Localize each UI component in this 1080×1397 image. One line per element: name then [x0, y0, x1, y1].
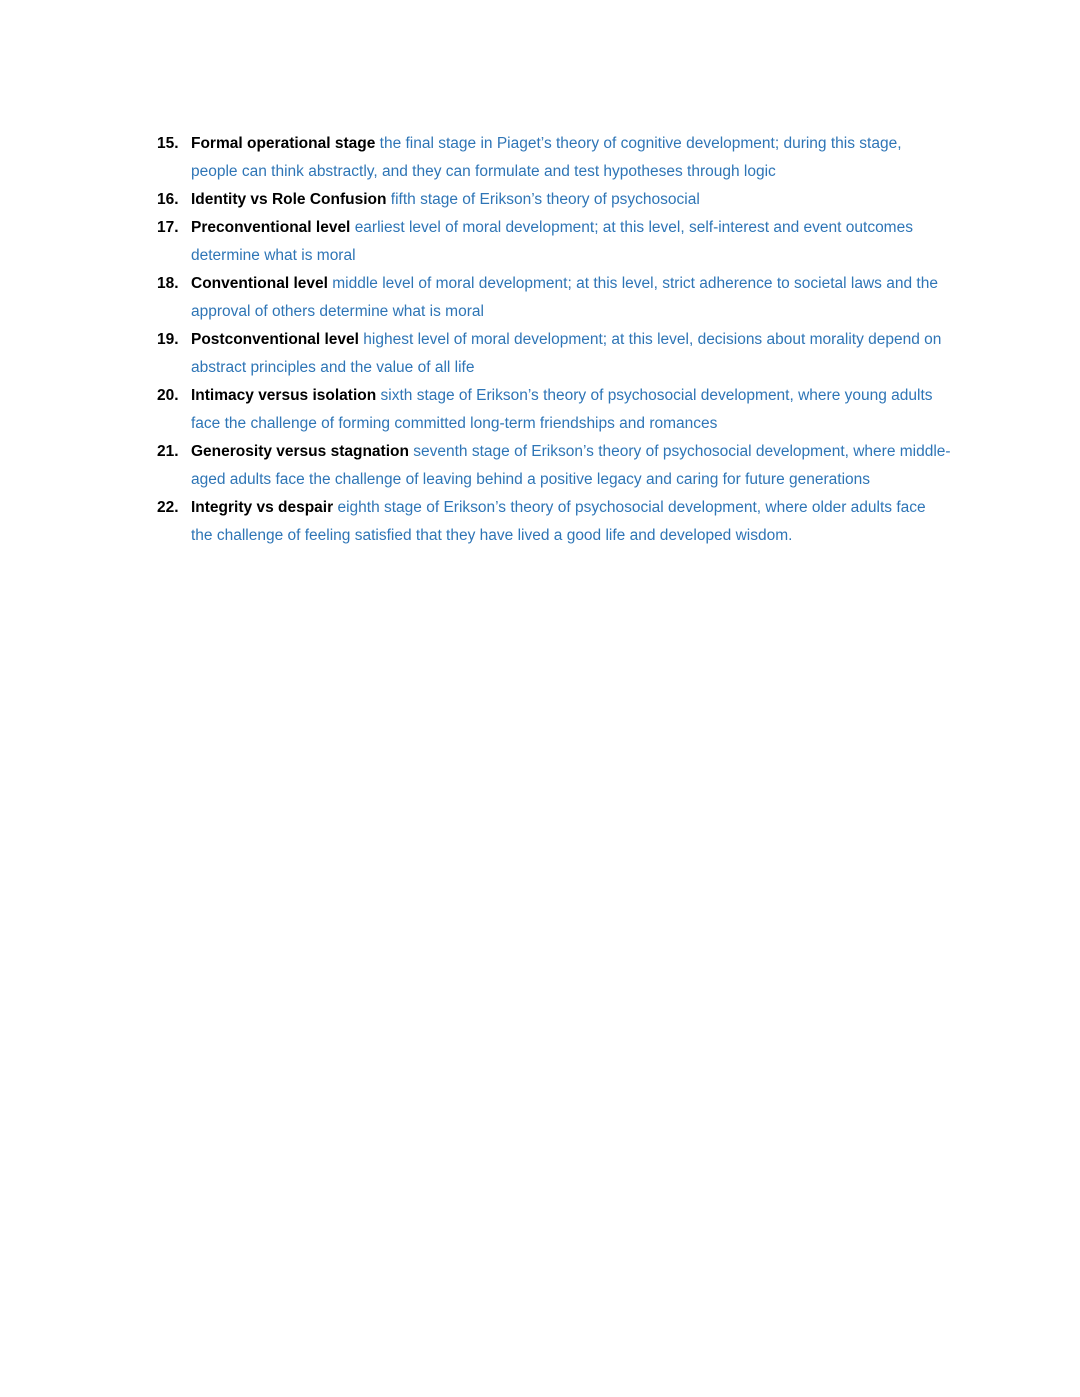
list-item — [157, 438, 957, 494]
definition-text: middle level of moral development; at this level, strict adherence to societal laws and the approval of others determine what is moral — [191, 275, 938, 320]
list-item — [157, 270, 957, 326]
definition-text: fifth stage of Erikson’s theory of psychosocial — [390, 191, 700, 208]
definition-text: sixth stage of Erikson’s theory of psychosocial development, where young adults face the challenge of forming committed long-term friendships and romances — [191, 387, 933, 432]
definition-text: the final stage in Piaget’s theory of cognitive development; during this stage, people can think abstractly, and they can formulate and test hypotheses through logic — [191, 135, 902, 180]
list-item-number: 15. — [157, 135, 179, 152]
term-text: Preconventional level — [191, 219, 351, 236]
term-text: Generosity versus stagnation — [191, 443, 409, 460]
numbered-list — [157, 130, 957, 550]
list-item-content — [191, 270, 951, 326]
list-item-number: 20. — [157, 387, 179, 404]
list-item — [157, 186, 957, 214]
list-item-number: 17. — [157, 219, 179, 236]
list-item-content — [191, 326, 951, 382]
definition-text: highest level of moral development; at this level, decisions about morality depend on abstract principles and the value of all life — [191, 331, 942, 376]
list-item — [157, 130, 957, 186]
definition-text: earliest level of moral development; at this level, self-interest and event outcomes determine what is moral — [191, 219, 913, 264]
list-item — [157, 326, 957, 382]
term-text: Integrity vs despair — [191, 499, 334, 516]
list-item-number: 19. — [157, 331, 179, 348]
list-item — [157, 214, 957, 270]
term-text: Postconventional level — [191, 331, 359, 348]
list-item-content — [191, 186, 700, 214]
definition-text: seventh stage of Erikson’s theory of psychosocial development, where middle-aged adults face the challenge of leaving behind a positive legacy and caring for future generations — [191, 443, 951, 488]
list-item-content — [191, 130, 951, 186]
list-item-number: 18. — [157, 275, 179, 292]
list-item-number: 21. — [157, 443, 179, 460]
term-text: Formal operational stage — [191, 135, 376, 152]
list-item-content — [191, 382, 951, 438]
term-text: Identity vs Role Confusion — [191, 191, 387, 208]
list-item-number: 22. — [157, 499, 179, 516]
term-text: Intimacy versus isolation — [191, 387, 377, 404]
list-item-number: 16. — [157, 191, 179, 208]
list-item-content — [191, 438, 951, 494]
list-item-content — [191, 494, 951, 550]
term-text: Conventional level — [191, 275, 328, 292]
definition-text: eighth stage of Erikson’s theory of psychosocial development, where older adults face the challenge of feeling satisfied that they have lived a good life and developed wisdom. — [191, 499, 926, 544]
list-item-content — [191, 214, 951, 270]
list-item — [157, 382, 957, 438]
list-item — [157, 494, 957, 550]
